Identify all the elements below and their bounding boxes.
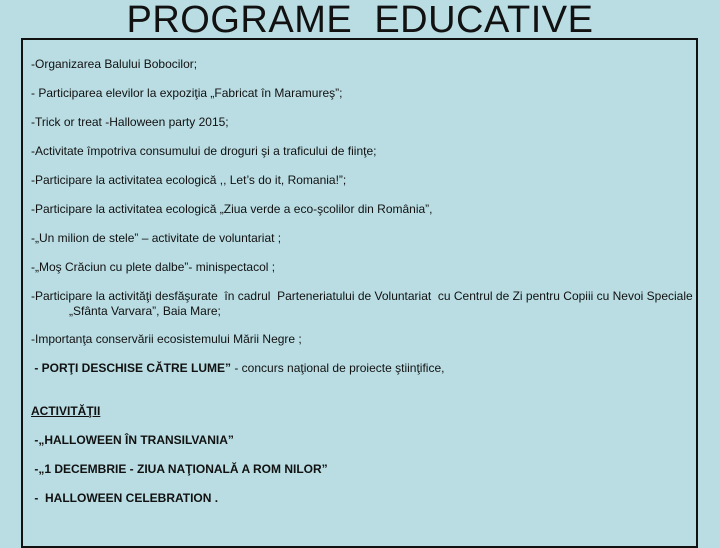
- program-item-9-continued: „Sfânta Varvara”, Baia Mare;: [69, 304, 221, 318]
- program-item-1: -Organizarea Balului Bobocilor;: [31, 57, 198, 71]
- activities-heading: ACTIVITĂŢII: [31, 404, 101, 418]
- content-box: [21, 38, 698, 548]
- program-item-10: -Importanţa conservării ecosistemului Mării Negre ;: [31, 332, 302, 346]
- program-item-7: -„Un milion de stele” – activitate de voluntariat ;: [31, 231, 282, 245]
- program-item-4: -Activitate împotriva consumului de droguri şi a traficului de fiinţe;: [31, 144, 377, 158]
- activity-item-1: -„HALLOWEEN ÎN TRANSILVANIA”: [31, 433, 234, 447]
- contest-description: - concurs naţional de proiecte ştiinţifice,: [231, 361, 445, 375]
- program-item-5: -Participare la activitatea ecologică ,, Let’s do it, Romania!”;: [31, 173, 347, 187]
- program-item-2: - Participarea elevilor la expoziţia „Fabricat în Maramureş”;: [31, 86, 343, 100]
- contest-name: - PORŢI DESCHISE CĂTRE LUME”: [31, 361, 232, 375]
- program-item-3: -Trick or treat -Halloween party 2015;: [31, 115, 229, 129]
- program-item-9: -Participare la activităţi desfăşurate în cadrul Parteneriatului de Voluntariat cu Centrul de Zi pentru Copiii cu Nevoi Speciale: [31, 289, 693, 303]
- program-item-contest: [31, 361, 444, 375]
- program-item-6: -Participare la activitatea ecologică „Ziua verde a eco-şcolilor din România”,: [31, 202, 433, 216]
- activity-item-3: - HALLOWEEN CELEBRATION .: [31, 491, 219, 505]
- activity-item-2: -„1 DECEMBRIE - ZIUA NAŢIONALĂ A ROM NILOR”: [31, 462, 328, 476]
- slide-title: PROGRAME EDUCATIVE: [126, 0, 594, 41]
- program-item-8: -„Moş Crăciun cu plete dalbe”- minispectacol ;: [31, 260, 276, 274]
